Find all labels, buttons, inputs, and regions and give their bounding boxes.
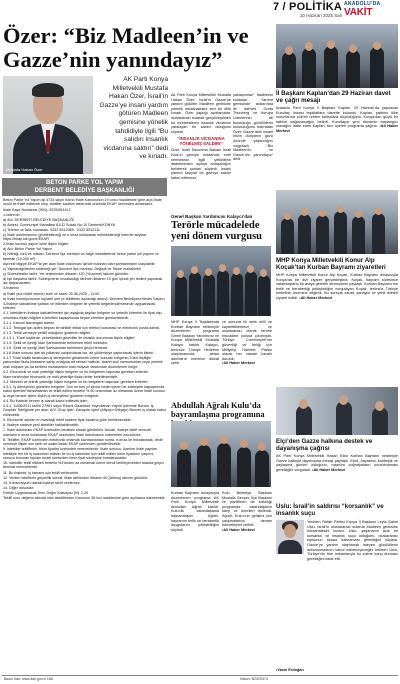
terror-kicker: Genel Başkan Yardımcısı Kalaycı’dan: [171, 214, 253, 219]
uslu-text: [307, 520, 398, 561]
figure: [177, 449, 191, 487]
notice-paragraph: 13. Konsorsiyum olarak ihaleye teklif verilemez.: [3, 480, 81, 485]
figure-head: [327, 40, 335, 49]
notice-paragraph: Teklifi sınır değerin altında olan isteklilerden Kanunun 38 inci maddesine göre açıklama istenecektir.: [3, 495, 166, 500]
notice-paragraph: İhale Kayıt Numarası (İKN): 2025/951412: [3, 207, 71, 212]
figure: [245, 271, 257, 316]
newspaper-logo: [344, 1, 398, 19]
notice-paragraph: 4-İhaleye katılabilme şartları ve istenilen belgeler ile yeterlik değerlendirmesinde uygulanacak kriterler:: [3, 301, 156, 311]
figure: [370, 47, 384, 88]
figure-head: [375, 207, 382, 215]
figure: [352, 216, 365, 254]
notice-paragraph: Ayrıntılı bilgiye EKAP’ta yer alan ihale dokümanı içinde bulunan idari şartnameden ulaşılabilir.: [3, 261, 156, 266]
abdullah-column-a: [171, 491, 219, 532]
kaplan-body: Anadolu Parti Konya İl Başkanı Kaplan, 29 Haziran’da yapılacak Kurultay öncesi teşkilatlara davette bulundu. Kaplan, partinin ülke sorunlarına çözüm üreten kadrolarla büyüdüğünü, Konya’dan güçlü bir katılım sağlanacağını belirtti. Kurultayın yeni dönemin başlangıcı olacağını ifade eden Kaplan, tüm üyeleri programa çağırdı.: [276, 106, 398, 129]
footer-left: Basın İlan: www.ilan.gov.tr 166: [4, 677, 53, 681]
abdullah-column-b-text: Kulu Belediye Başkanı Mustafa Gençer, İlçe Başkanı ve partililerin de katıldığı programda vatandaşların talep ve önerileri dinlendi. Ağralı, Kulu’nun gelişimi için çalışmalarına devam edeceklerini belirtti.: [222, 491, 272, 528]
masthead: [0, 0, 400, 22]
ekici-body: AK Parti Konya Milletvekili Hasan Ekici Kurban Bayramı nedeniyle Gazze halkıyla dayanışma mesajı paylaştı. Ekici, bayramın kardeşlik ve paylaşma günleri olduğunu, mazlum coğrafyaların unutulmaması gerektiğini vurguladı.: [276, 454, 398, 472]
notice-paragraph: c) Telefon ve faks numarası: 0332 5512985 - 0332 5512111: [3, 227, 100, 232]
notice-paragraph: 6. İhaleye sadece yerli istekliler katılabilecektir.: [3, 423, 80, 428]
figure-head: [177, 270, 184, 278]
notice-paragraph: 1-İdarenin: [3, 212, 20, 217]
lead-photo: [3, 76, 93, 174]
notice-paragraph: a) Adı: Beton Parke Yol Yapım: [3, 247, 53, 252]
photo-caption: Mustafa Hakan Özer: [6, 167, 43, 172]
lead-paragraph: AK Parti Konya Milletvekili Mustafa Hakan Özer, İsrail’in Gazze’ye insani yardım götüren Madleen gemisine yönelik tahdidiyle ilgili “Bu salıdırı insanlık vicdanına saldırı” dedi ve kınadı.: [99, 76, 168, 161]
ekici-signature: •Ali Haber Merkezi: [312, 467, 346, 472]
abdullah-headline: Abdullah Ağralı Kulu’da bayramlaşma programına: [171, 401, 265, 419]
uslu-headline: Uslu: İsrail’in saldırısı “korsanlık” ve insanlık suçu: [276, 503, 384, 517]
notice-paragraph: 9. İstekliler tekliflerini, birim fiyatlar üzerinden vereceklerdir. İhale sonucu, üzerine ihale yapılan istekliyle her bir iş kaleminin miktarı ile bu iş kalemleri için teklif edilen birim fiyatların çarpımı sonucu bulunan toplam bedel üzerinden birim fiyat sözleşme imzalanacaktır.: [3, 447, 157, 460]
figure: [372, 407, 388, 435]
notice-paragraph: 2-İhale konusu yapım işine ilişkin bilgiler: [3, 242, 69, 247]
figure: [302, 48, 316, 88]
notice-paragraph: 4.4.1. 11/06/2011 tarihli 27961 sayılı Resmi Gazetede Yayımlanan Yapım İşlerinde Benzer İş Grupları Tebliğinde yer alan; A/V. Grup İşler: Karayolu İşleri (Altyapı+Üstyapı) Benzer iş olarak kabul edilecektir.: [3, 404, 166, 417]
page-footer: [2, 675, 398, 683]
figure: [324, 46, 338, 88]
notice-paragraph: 7. İhale dokümanı EKAP üzerinden bedelsiz olarak görülebilir. Ancak, ihaleye teklif verecek olanların e-imza kullanarak EKAP üzerinden ihale dokümanını indirmeleri zorunludur.: [3, 428, 152, 437]
notice-paragraph: 4.1.5. Şekli ve içeriği İdari Şartnamede belirlenen geçici teminat.: [3, 345, 108, 350]
figure-head: [258, 442, 266, 451]
figure: [298, 214, 311, 254]
notice-paragraph: d) İşe başlama tarihi: Sözleşmenin imzalandığı tarihten itibaren 10 gün içinde yer teslimi yapılarak işe başlanacaktır.: [3, 276, 163, 286]
notice-paragraph: 5. Ekonomik açıdan en avantajlı teklif sadece fiyat esasına göre belirlenecektir.: [3, 417, 132, 422]
figure-head: [180, 441, 188, 450]
logo-line1: ANADOLU'DA: [344, 1, 381, 7]
kaplan-text: [276, 106, 398, 134]
notice-paragraph: 4.1.4. Şekli ve içeriği İdari Şartnamede belirlenen teklif mektubu.: [3, 340, 108, 345]
figure: [189, 272, 201, 316]
uslu-portrait: [276, 520, 304, 554]
figure: [237, 447, 251, 487]
kaplan-photo: [276, 24, 398, 88]
lead-column-a: [171, 93, 231, 181]
notice-paragraph: a) Adı: DERBENT BELEDİYE BAŞKANLIĞI: [3, 217, 75, 222]
figure-head: [301, 208, 308, 216]
notice-paragraph: 10. İstekliler teklif ettikleri bedelin %3’ünden az olmamak üzere kendi belirleyecekleri tutarda geçici teminat vereceklerdir.: [3, 461, 164, 470]
abdullah-column-a-text: Kurban Bayramı dolayısıyla düzenlenen programa AK Parti Konya Milletvekili Abdullah Ağralı katıldı. Kulu’da vatandaşlarla bayramlaşan Ağralı, bayramın birlik ve beraberlik duygularını pekiştirdiğini söyledi.: [171, 491, 219, 532]
notice-paragraph: 4.1. İsteklilerin ihaleye katılabilmeleri için aşağıda sayılan belgeler ve yeterlik kriterleri ile fiyat dışı unsurlara ilişkin bilgileri e-teklifleri kapsamında beyan etmeleri gerekmektedir.: [3, 311, 162, 320]
lead-column-a-text-2: Özer, İsrail Savunma Bakanı İsrail Katz’ın gemiye müdahale emri vermesinin ilgili yetkililerin ifadelerinden açıkça anlaşıldığını belirterek şunları söyledi: İnsani yardım taşıyan bir gemiye saldırı kabul edilemez.: [171, 148, 231, 180]
notice-paragraph: 4.3. Mesleki ve teknik yeterliğe ilişkin belgeler ve bu belgelerin taşıması gereken kriterler:: [3, 379, 149, 384]
notice-paragraph: ç) İhale dokümanının görülebileceği ve e-imza kullanarak indirilebileceği internet sayfası: https://ekap.kik.gov.tr/EKAP/: [3, 232, 148, 242]
terror-column-b-text: ve sonuna ilk defa milli ve kaybettiklerimizi ve uluslararası olarak terörle mücadele yoluna çıkılmıştır. Türkiye Cumhuriyeti’nin güvenliği ve birliği için Milliyetçi Hareket Partisi olarak her zaman kararlı durduk.: [222, 320, 272, 361]
notice-paragraph: 4.1.3. Teklif vermeye yetkili olduğunu gösteren bilgiler.: [3, 330, 92, 335]
notice-paragraph: a) İhale (son teklif verme) tarih ve saati: 25.06.2025 - 11:00: [3, 291, 100, 296]
figure: [197, 445, 211, 487]
terror-column-b: [222, 320, 272, 366]
figure-head: [220, 435, 228, 444]
notice-paragraph: 4.4. Bu ihalede benzer iş olarak kabul edilecek işler:: [3, 398, 88, 403]
notice-paragraph: Beton Parke Yol Yapım işi 4734 sayılı Kamu İhale Kanununun 19 uncu maddesine göre açık ihale usulü ile ihale edilecek olup, teklifler sadece elektronik ortamda EKAP üzerinden alınacaktır.: [3, 198, 162, 207]
portrait-head: [284, 524, 296, 538]
terror-column-a: [171, 320, 219, 366]
figure: [296, 405, 312, 435]
abdullah-photo: [171, 421, 271, 487]
figure: [217, 270, 229, 316]
kocak-signature: •Ali Haber Merkezi: [299, 295, 333, 300]
figure-head: [375, 401, 384, 411]
figure-head: [260, 269, 267, 277]
kocak-headline: MHP Konya Milletvekili Konur Alp Koçak’tan Kurban Bayramı ziyaretleri: [276, 257, 386, 271]
notice-paragraph: 8. Teklifler, EKAP üzerinden elektronik ortamda hazırlandıktan sonra, e-imza ile imzalanarak, teklif vermeye ilişkin son tarih ve saate kadar EKAP üzerinden gönderilecektir.: [3, 437, 163, 447]
figure-head: [284, 212, 291, 220]
figure-head: [355, 210, 362, 218]
uslu-signature: •Yasin Erdoğan: [276, 668, 304, 672]
figure-head: [349, 44, 357, 53]
notice-paragraph: 11. Bu ihalede, iş tamamı için teklif verilecektir.: [3, 470, 79, 475]
figure: [334, 211, 347, 254]
lead-column-b-text: yaklaşımları” ifadelerini kullanan Yardım gemisinde aralarında ile dahveli Greta Thunberg ve Avrupa Liderlerinin de bulunduğu gönüllülerin bulunduğunu hatırlatan Özer, Gazze’deki insani krizin dünyanın gözü önünde yaşandığını vurguladı. “Biz Madleen’in ve Gazze’nin yanındayız” dedi.: [233, 93, 273, 162]
notice-paragraph: ç) Süresi/teslim tarihi: Yer tesliminden itibaren 120 (Yüzyirmi) takvim günüdür.: [3, 271, 130, 276]
kaplan-signature: •Ali Haber Merkezi: [276, 124, 399, 133]
figure: [217, 443, 231, 487]
portrait-body: [278, 540, 302, 554]
kocak-photo: [276, 190, 398, 254]
figure: [203, 274, 215, 316]
figure-head: [240, 439, 248, 448]
figure-head: [299, 399, 308, 409]
logo-line2: VAKİT: [344, 7, 373, 18]
uslu-body: Yeniden Refah Partisi Konya İl Başkanı Leyla Şahin Uslu, İsrail’in uluslararası sularda Madleen gemisine müdahalesini kınadı. Uslu, yaşananın açık bir korsanlık ve insanlık suçu olduğunu, uluslararası toplumun sessiz kalmaması gerektiğini söyledi. Gazze’ye yardım ulaştırmak isteyen gönüllülerin alıkonulmasının kabul edilemeyeceğini belirten Uslu, Türkiye’nin tüm imkanlarıyla bu zulme karşı durması gerektiğini ifade etti.: [307, 520, 398, 561]
abdullah-column-b: [222, 491, 272, 532]
notice-header-line2: DERBENT BELEDİYE BAŞKANLIĞI: [34, 188, 135, 194]
notice-paragraph: 4.1.6 İhale konusu işte alt yüklenici çalıştırılacak ise, alt yükleniciye yaptırılacak işlerin listesi.: [3, 350, 155, 355]
ekici-text: [276, 454, 398, 472]
notice-paragraph: 3-İhalenin: [3, 286, 20, 291]
notice-paragraph: 14. Diğer hususlar:: [3, 485, 34, 490]
figure-head: [305, 42, 313, 51]
notice-paragraph: c) Yapılacağı/teslim edileceği yer: Derbent İlçe merkezi, Değişik ve Tekke mahalleleri: [3, 266, 141, 271]
figure-head: [219, 264, 226, 272]
notice-paragraph: 4.1.1. Kanuni ikametgah adresi.: [3, 320, 55, 325]
abdullah-signature: •Ali Haber Merkezi: [222, 527, 255, 532]
figure: [175, 276, 187, 316]
notice-paragraph: İdare tarafından ekonomik ve mali yeterliğe ilişkin kriter belirtilmemiştir.: [3, 374, 119, 379]
figure-head: [319, 209, 326, 217]
lead-headline: Özer: “Biz Madleen’in ve Gazze’nin yanındayız”: [3, 23, 249, 72]
photo-figure-hair: [32, 83, 64, 97]
figure-head: [285, 46, 293, 55]
figure: [231, 273, 243, 316]
figure: [255, 450, 269, 487]
kocak-text: [276, 273, 398, 301]
figure: [372, 213, 385, 254]
figure: [258, 275, 270, 316]
notice-paragraph: b) Adresi: Cumhuriyet Mahallesi 81/11 Sokak No:10 Derbent/KONYA: [3, 222, 115, 227]
figure-head: [337, 205, 344, 213]
notice-paragraph: 4.1.3.1. Tüzel kişilerde, yönetimdeki görevliler ile ortaklık durumuna ilişkin bilgiler.: [3, 335, 136, 340]
notice-paragraph: 12. Verilen tekliflerin geçerlilik süresi, ihale tarihinden itibaren 60 (Altmış) takvim günüdür.: [3, 475, 149, 480]
figure-head: [205, 268, 212, 276]
figure-head: [247, 265, 254, 273]
figure: [282, 52, 296, 88]
notice-paragraph: 4.3.1. İş deneyimini gösteren belgeler: Son on beş yıl içinde bedel içeren bir sözleşme kapsamında kabul işlemleri tamamlanan ve teklif edilen bedelin % 50 oranından az olmamak üzere ihale konusu iş veya benzer işlere ilişkin iş deneyimini gösteren belgeler.: [3, 385, 165, 398]
terror-headline: Terörle mücadelede yeni dönem vurgusu: [171, 220, 263, 242]
page-section-tag: 7 / POLİTİKA: [272, 1, 342, 13]
lead-subhead: “İNSANLIK VİCDANINA YÖNELMİŞ SALDIRI”: [177, 136, 225, 147]
ekici-headline: Elçi’den Gazze halkına destek ve dayanışma çağrısı: [276, 438, 373, 452]
figure-head: [339, 395, 348, 405]
terror-column-a-text: MHP Konya İl Teşkilatında Kurban Bayramı nedeniyle düzenlenen programa Genel Başkan Yardımcısı ve Konya Milletvekili Mustafa Kalaycı katıldı. Kalaycı, terörsüz Türkiye hedefine ulaşılmasında atılan adımların önemine dikkat çekti.: [171, 320, 219, 366]
lead-column-a-text: Ak Parti Konya Milletvekili Mustafa Hakan Özer, İsrail’in Gazze’ye yardım götüren Madleen gemisine yönelik müdahalesini sert bir dille kınadı. Özer yaptığı açıklamada, uluslararası sularda gerçekleştirilen bu müdahalenin insanlık vicdanını yaralayan bir saldırı olduğunu söyledi.: [171, 93, 231, 134]
kaplan-headline: İl Başkanı Kaplan’dan 29 Haziran davet ve çağrı mesajı: [276, 90, 391, 104]
figure: [281, 218, 294, 254]
notice-paragraph: Feeldn Uygulanacak Sınır Değer Katsayısı (N): 1,20: [3, 490, 89, 495]
kocak-body: MHP Konya Milletvekili Konur Alp Koçak, Kurban Bayramı dolayısıyla Konya’da bir dizi ziyaret gerçekleştirdi. Koçak, bayram süresince vatandaşlarla bir araya gelerek sevinçlerini paylaştı. Kurban Bayramı’nın birlik ve beraberliği pekiştirdiğini vurgulayan Koçak, terörsüz Türkiye hedefinin önemine değindi. Bu süreçte esnaf, sanayici ve şehit aileleri ziyaret edildi.: [276, 273, 398, 300]
lead-column-b: [233, 93, 273, 162]
figure-head: [200, 437, 208, 446]
notice-paragraph: b) İhale komisyonunun toplantı yeri (e-tekliflerin açılacağı adres): Derbent Belediyesi Meclis Salonu: [3, 296, 165, 301]
figure-head: [233, 267, 240, 275]
ekici-photo: [276, 387, 398, 435]
photo-figure-tie: [46, 130, 50, 152]
notice-paragraph: b) Niteliği, türü ve miktarı: Derbent İlçe merkezi ve bağlı mahallelerde beton parke yol yapımı ve tamiratı (15.000 m²): [3, 252, 159, 261]
notice-paragraph: 4.2. Ekonomik ve mali yeterliğe ilişkin belgeler ve bu belgelerin taşıması gereken kriterler:: [3, 369, 149, 374]
terror-signature: •Ali Haber Merkezi: [222, 361, 255, 366]
figure-head: [191, 266, 198, 274]
tender-notice: [2, 178, 167, 672]
issue-date: 10 Haziran 2025 Salı: [299, 13, 342, 18]
footer-right: Basın: B2329374: [240, 677, 268, 681]
notice-paragraph: 4.1.2. Tebligat için adres beyanı ile birlikte irtibat için telefon numarası ve elektronik posta adresi.: [3, 325, 161, 330]
notice-header: [2, 178, 167, 196]
figure: [336, 401, 352, 435]
notice-paragraph: 4.1.7 Tüzel kişilik tarafından iş deneyimini göstermek üzere sunulan belgenin, tüzel kişiliğin yarısından fazla hissesine sahip ortağına ait olması halinde, ticaret sicil memurlukları veya yeminli mali müşavir ya da serbest muhasebeci mali müşavir tarafından düzenlenen belge.: [3, 355, 163, 369]
notice-header-line1: BETON PARKE YOL YAPIM: [46, 180, 123, 186]
figure-head: [373, 41, 381, 50]
figure: [346, 50, 360, 88]
figure: [316, 215, 329, 254]
notice-body: [2, 196, 167, 503]
terror-group-photo: [171, 246, 271, 316]
